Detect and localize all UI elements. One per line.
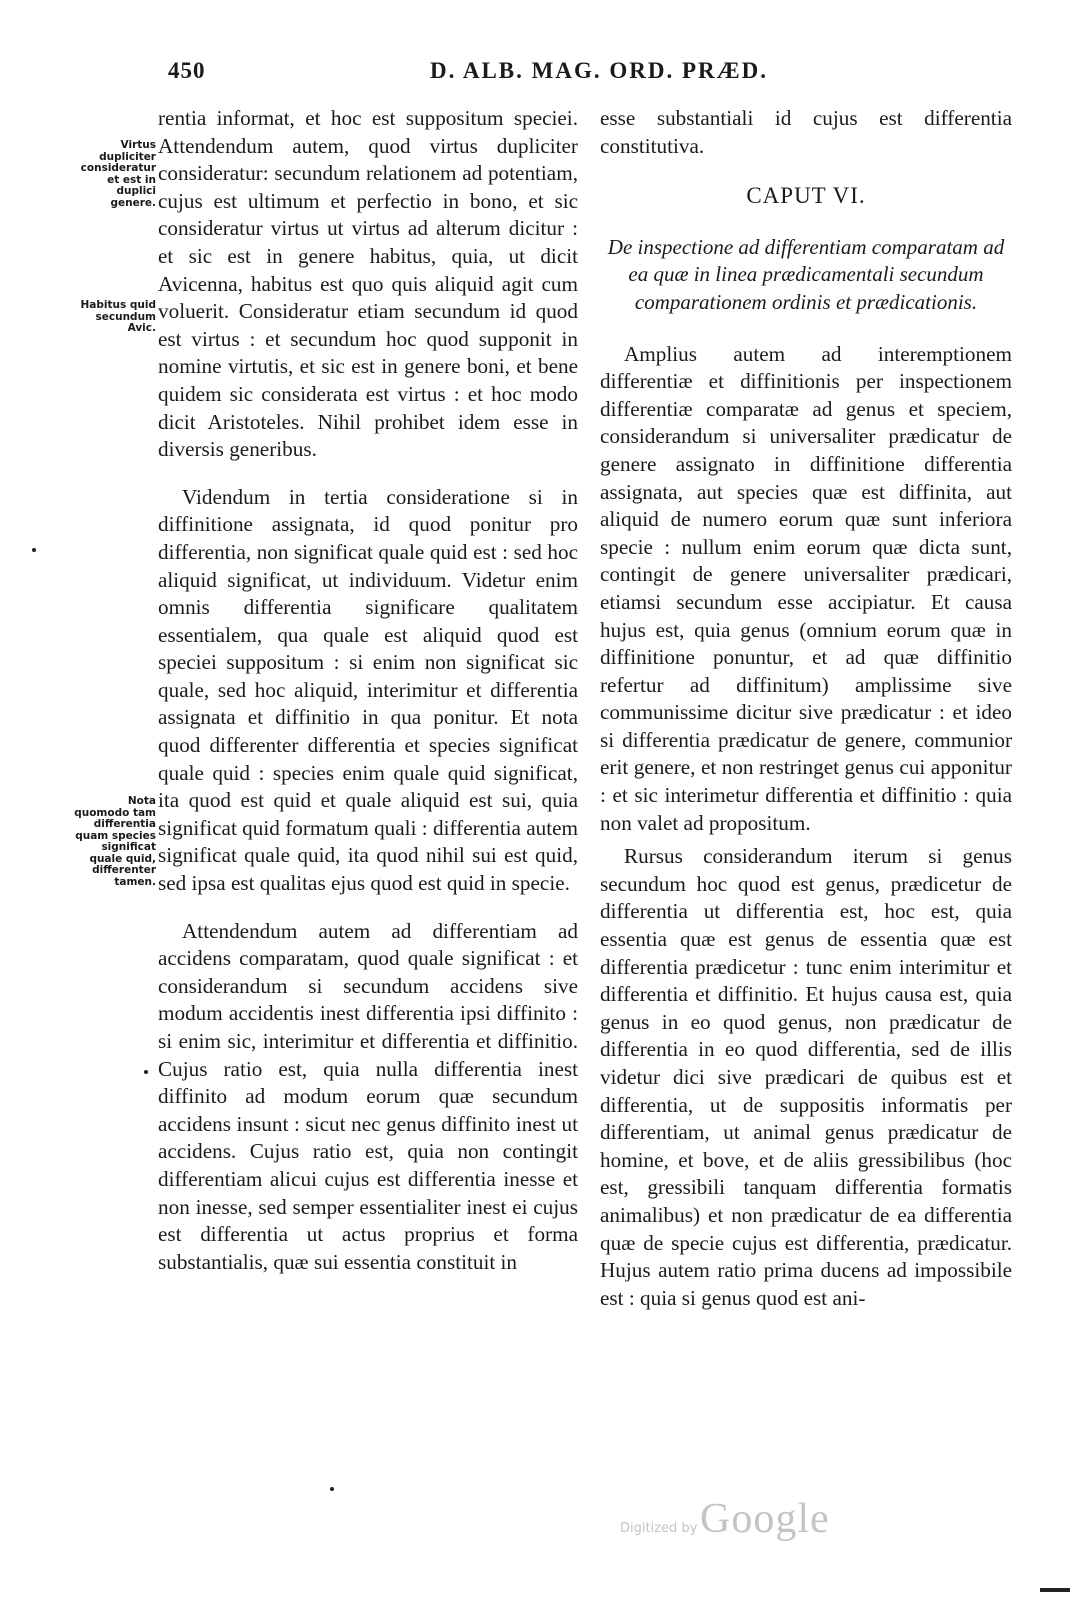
- left-paragraph-1: rentia informat, et hoc est suppositum speciei. Attendendum autem, quod virtus dupliciter consideratur: secundum relationem ad potentiam, cujus est ultimum et perfectio in bono, et sic consideratur virtus ut virtus ad alterum dicitur : et sic est in genere habitus, quia, ut dicit Avicenna, habitus est quo quis aliquid agit cum voluerit. Consideratur etiam secundum id quod est virtus : et secundum hoc quod supponit in nomine virtutis, et sic est in genere boni, et bene quidem sic considerata est virtus : et hoc modo dicit Aristoteles. Nihil prohibet idem esse in diversis generibus.: [158, 106, 578, 462]
- margin-note-nota: Nota quomodo tam differentia quam species significat quale quid, differenter tamen.: [74, 795, 156, 888]
- chapter-heading: CAPUT VI.: [746, 183, 866, 209]
- left-paragraph-3: Attendendum autem ad differentiam ad accidens comparatam, quod quale significat : et considerandum si secundum accidens sive modum accidentis inest differentia ipsi diffinito : si enim sic, interimitur et differentia et diffinitio. Cujus ratio est, quia nulla differentia inest diffinito ad modum eorum quæ secundum accidens insunt : sicut nec genus diffinito inest ut accidens. Cujus ratio est, quia non contingit differentiam alicui cujus est differentia inesse et non inesse, sed semper essentialiter inest ei cujus est differentia ut actus proprius et forma substantialis, quæ sui essentia constituit in: [158, 918, 578, 1274]
- digitized-by-text: Digitized by: [620, 1521, 698, 1536]
- corner-mark: [1040, 1588, 1070, 1592]
- chapter-title: De inspectione ad differentiam comparatam ad ea quæ in linea prædicamentali secundum comparationem ordinis et prædicationis.: [607, 234, 1005, 314]
- margin-note-virtus: Virtus dupliciter consideratur et est in duplici genere.: [80, 139, 156, 209]
- page-number: 450: [168, 58, 206, 83]
- right-paragraph-2: Rursus considerandum iterum si genus secundum hoc quod est genus, prædicetur de differentia ut differentia est, hoc est, quia essentia quæ est genus de essentia quæ est differentia prædicetur : tunc enim interimitur et differentia et diffinitio. Et hujus causa est, quia genus in eo quod genus, non prædicatur de differentia in eo quod differentia, sed de illis videtur dici sive prædicari de quibus est et differentia, ut de suppositis informatis per differentiam, ut animal genus prædicatur de homine, et bove, et de aliis gressibilibus (hoc est, gressibili tanquam differentia formatis animalibus) et non prædicatur de ea differentia quæ de specie cujus est differentia, prædicatur. Hujus autem ratio prima ducens ad impossibile est : quia si genus quod est ani-: [600, 844, 1012, 1310]
- speck-mark: [32, 548, 36, 552]
- running-header: [130, 58, 1010, 98]
- google-watermark: [620, 1497, 840, 1547]
- google-logo: Google: [700, 1496, 830, 1542]
- right-paragraph-1: Amplius autem ad interemptionem differentiæ et diffinitionis per inspectionem differentiæ comparatæ ad genus et speciem, considerandum si universaliter prædicatur de genere assignato in diffinitione differentia assignata, aut species quæ est diffinita, aut aliquid de numero eorum quæ sunt inferiora specie : nullum enim eorum quæ dicta sunt, contingit de genere universaliter prædicari, etiamsi secundum esse accipiatur. Et causa hujus est, quia genus (omnium eorum quæ in diffinitione ponuntur, et ad quæ diffinitio refertur ad diffinitum) amplissime sive communissime dicitur sive prædicatur : et ideo si differentia prædicatur de genere, communior erit genere, et non restringet genus cui apponitur : et sic interimetur differentia et diffinitio : quia non valet ad propositum.: [600, 341, 1012, 835]
- left-paragraph-2: Videndum in tertia consideratione si in diffinitione assignata, id quod ponitur pro differentia, non significat quale quid est : sed hoc aliquid significat, ut individuum. Videtur enim omnis differentia significare qualitatem essentialem, qua quale est aliquid quod est speciei suppositum : si enim non significat sic quale, sed hoc aliquid, interimitur et differentia assignata et diffinitio in qua ponitur. Et nota quod differenter differentia et species significat quale quid : species enim quale quid significat, ita quod est quid et quale aliquid est sui, quia significat quid formatum quali : differentia autem significat quale quid, ita quod nihil sui est quid, sed ipsa est qualitas ejus quod est quid in specie.: [158, 484, 578, 896]
- running-head-title: D. ALB. MAG. ORD. PRÆD.: [430, 58, 768, 83]
- margin-note-habitus: Habitus quid secundum Avic.: [80, 299, 156, 334]
- right-column: [600, 105, 1012, 1312]
- right-paragraph-0: esse substantiali id cujus est differentia constitutiva.: [600, 106, 1012, 158]
- speck-mark: [330, 1487, 334, 1491]
- speck-mark: [144, 1070, 148, 1074]
- left-column: [158, 105, 578, 1276]
